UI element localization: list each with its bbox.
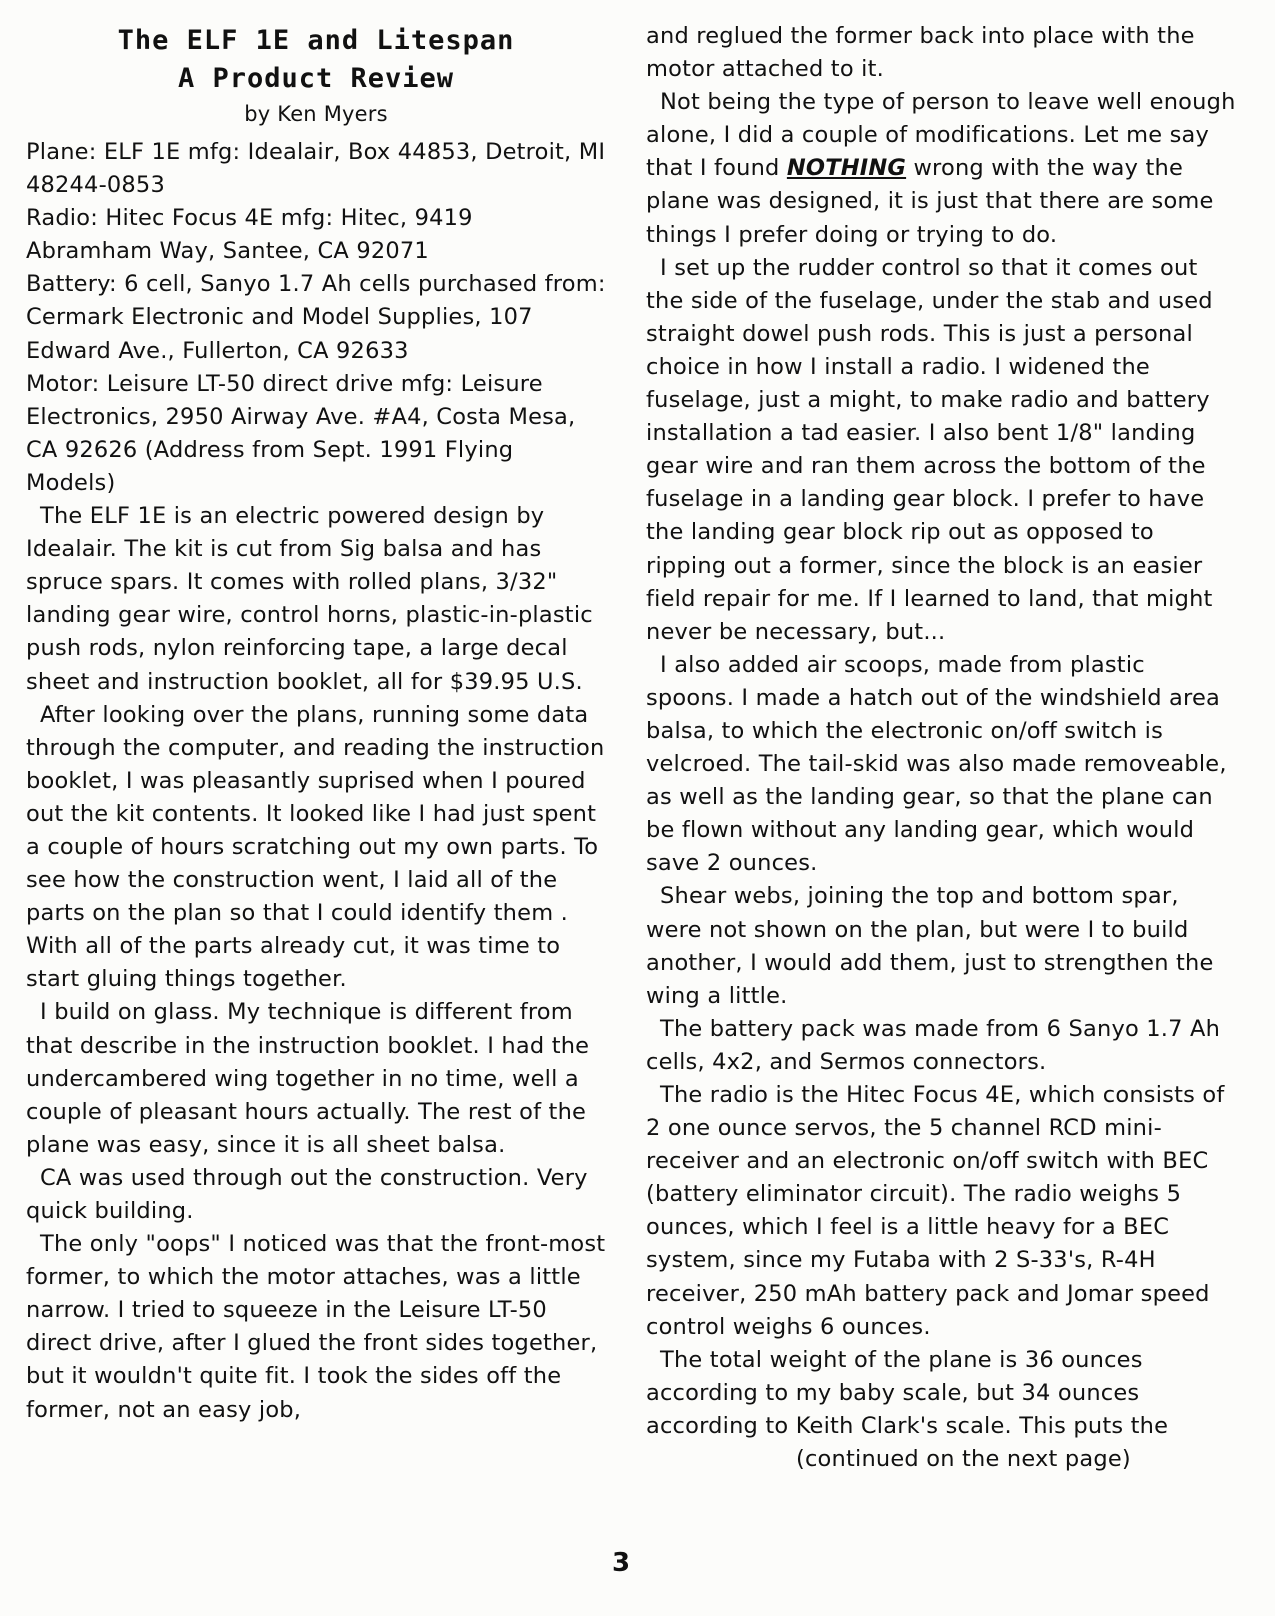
body-paragraph: The battery pack was made from 6 Sanyo 1.7 Ah cells, 4x2, and Sermos connectors. — [646, 1015, 1221, 1075]
article-title — [26, 20, 606, 98]
spec-radio: Radio: Hitec Focus 4E mfg: Hitec, 9419 Abramham Way, Santee, CA 92071 — [26, 205, 473, 265]
body-paragraph: Shear webs, joining the top and bottom spar, were not shown on the plan, but were I to build another, I would add them, just to strengthen the wing a little. — [646, 883, 1214, 1009]
spec-battery: Battery: 6 cell, Sanyo 1.7 Ah cells purchased from: Cermark Electronic and Model Supplies, 107 Edward Ave., Fullerton, CA 92633 — [26, 271, 606, 364]
page-number: 3 — [612, 1548, 631, 1578]
body-paragraph: The radio is the Hitec Focus 4E, which consists of 2 one ounce servos, the 5 channel RCD mini-receiver and an electronic on/off switch with BEC (battery eliminator circuit). The radio weighs 5 ounces, which I feel is a little heavy for a BEC system, since my Futaba with 2 S-33's, R-4H receiver, 250 mAh battery pack and Jomar speed control weighs 6 ounces. — [646, 1082, 1225, 1340]
body-paragraph: The total weight of the plane is 36 ounces according to my baby scale, but 34 ounces according to Keith Clark's scale. This puts the — [646, 1346, 1169, 1439]
body-paragraph: I build on glass. My technique is different from that describe in the instruction booklet. I had the undercambered wing together in no time, well a couple of pleasant hours actually. The rest of the plane was easy, since it is all sheet balsa. — [26, 999, 590, 1158]
body-paragraph: The ELF 1E is an electric powered design by Idealair. The kit is cut from Sig balsa and has spruce spars. It comes with rolled plans, 3/32" landing gear wire, control horns, plastic-in-plastic push rods, nylon reinforcing tape, a large decal sheet and instruction booklet, all for $39.95 U.S. — [26, 503, 593, 695]
spec-plane: Plane: ELF 1E mfg: Idealair, Box 44853, Detroit, MI 48244-0853 — [26, 139, 606, 199]
right-column — [646, 20, 1236, 1476]
article-byline: by Ken Myers — [244, 102, 388, 126]
continued-note: (continued on the next page) — [796, 1446, 1131, 1473]
body-paragraph-modifications — [646, 86, 1236, 251]
body-paragraph-continuation: and reglued the former back into place with the motor attached to it. — [646, 23, 1195, 83]
body-paragraph: The only "oops" I noticed was that the front-most former, to which the motor attaches, was a little narrow. I tried to squeeze in the Leisure LT-50 direct drive, after I glued the front sides together, but it wouldn't quite fit. I took the sides off the former, not an easy job, — [26, 1231, 606, 1423]
title-line-2: A Product Review — [177, 63, 455, 94]
title-line-1: The ELF 1E and Litespan — [117, 25, 515, 56]
body-paragraph: CA was used through out the construction. Very quick building. — [26, 1164, 588, 1224]
modifications-text-before: Not being the type of person to leave well enough alone, I did a couple of modifications. Let me say that I found — [646, 89, 1236, 182]
modifications-text-after: wrong with the way the plane was designed, it is just that there are some things I prefer doing or trying to do. — [646, 155, 1214, 248]
emphasis-word: NOTHING — [786, 155, 907, 182]
body-paragraph: After looking over the plans, running some data through the computer, and reading the instruction booklet, I was pleasantly suprised when I poured out the kit contents. It looked like I had just spent a couple of hours scratching out my own parts. To see how the construction went, I laid all of the parts on the plan so that I could identify them . With all of the parts already cut, it was time to start gluing things together. — [26, 701, 605, 993]
spec-motor: Motor: Leisure LT-50 direct drive mfg: Leisure Electronics, 2950 Airway Ave. #A4, Costa Mesa, CA 92626 (Address from Sept. 1991 Flying Models) — [26, 370, 576, 496]
left-column — [26, 20, 606, 1427]
body-paragraph: I also added air scoops, made from plastic spoons. I made a hatch out of the windshield area balsa, to which the electronic on/off switch is velcroed. The tail-skid was also made removeable, as well as the landing gear, so that the plane can be flown without any landing gear, which would save 2 ounces. — [646, 651, 1227, 877]
body-paragraph: I set up the rudder control so that it comes out the side of the fuselage, under the stab and used straight dowel push rods. This is just a personal choice in how I install a radio. I widened the fuselage, just a might, to make radio and battery installation a tad easier. I also bent 1/8" landing gear wire and ran them across the bottom of the fuselage in a landing gear block. I prefer to have the landing gear block rip out as opposed to ripping out a former, since the block is an easier field repair for me. If I learned to land, that might never be necessary, but... — [646, 254, 1213, 645]
